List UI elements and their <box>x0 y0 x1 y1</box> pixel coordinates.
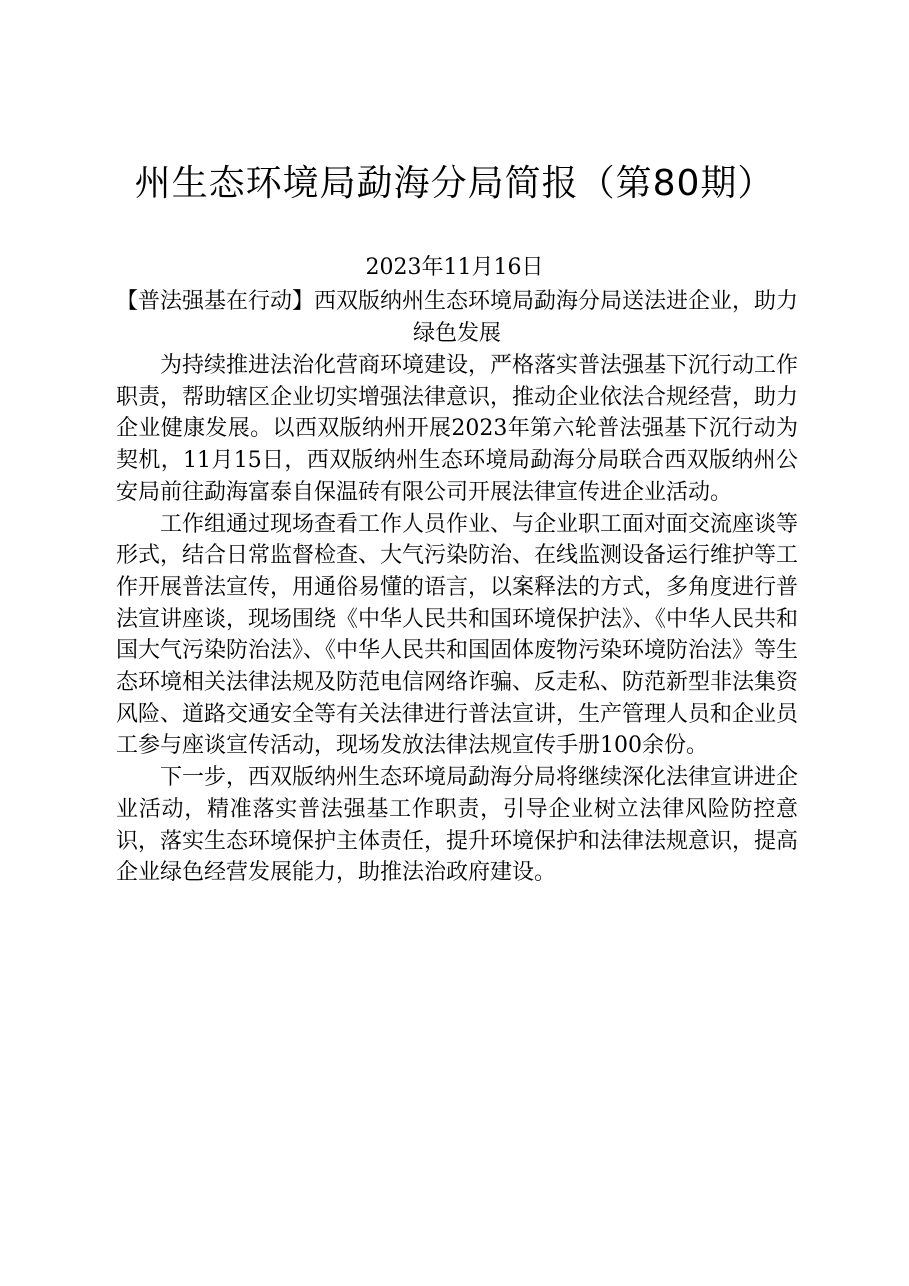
article-headline: 【普法强基在行动】西双版纳州生态环境局勐海分局送法进企业，助力绿色发展 <box>115 289 798 346</box>
paragraph-2: 工作组通过现场查看工作人员作业、与企业职工面对面交流座谈等形式，结合日常监督检查、大气污染防治、在线监测设备运行维护等工作开展普法宣传，用通俗易懂的语言，以案释法的方式，多角度进行普法宣讲座谈，现场围绕《中华人民共和国环境保护法》、《中华人民共和国大气污染防治法》、《中华人民共和国固体废物污染环境防治法》等生态环境相关法律法规及防范电信网络诈骗、反走私、防范新型非法集资风险、道路交通安全等有关法律进行普法宣讲，生产管理人员和企业员工参与座谈宣传活动，现场发放法律法规宣传手册100余份。 <box>116 511 799 759</box>
paragraph-1: 为持续推进法治化营商环境建设，严格落实普法强基下沉行动工作职责，帮助辖区企业切实增强法律意识，推动企业依法合规经营，助力企业健康发展。以西双版纳州开展2023年第六轮普法强基下沉行动为契机，11月15日，西双版纳州生态环境局勐海分局联合西双版纳州公安局前往勐海富泰自保温砖有限公司开展法律宣传进企业活动。 <box>116 353 799 505</box>
article-body <box>116 286 798 889</box>
document-title: 州生态环境局勐海分局简报（第80期） <box>134 163 775 204</box>
document-date: 2023年11月16日 <box>365 255 544 280</box>
paragraph-3: 下一步，西双版纳州生态环境局勐海分局将继续深化法律宣讲进企业活动，精准落实普法强基工作职责，引导企业树立法律风险防控意识，落实生态环境保护主体责任，提升环境保护和法律法规意识，提高企业绿色经营发展能力，助推法治政府建设。 <box>116 765 799 886</box>
